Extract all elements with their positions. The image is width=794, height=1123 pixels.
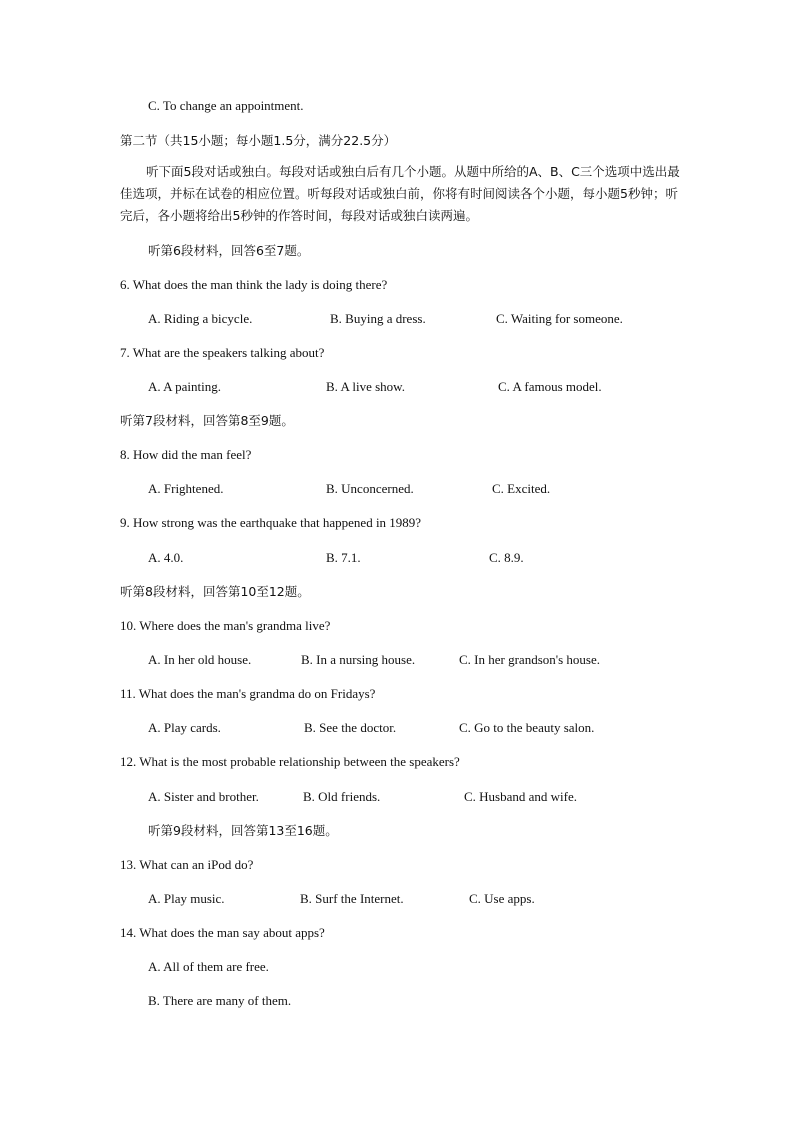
q6-option-b: B. Buying a dress.	[330, 311, 426, 326]
q10-option-b: B. In a nursing house.	[301, 652, 416, 667]
material-7-heading: 听第7段材料，回答第8至9题。	[120, 413, 294, 428]
q11-option-c: C. Go to the beauty salon.	[459, 720, 595, 735]
question-13: 13. What can an iPod do?	[120, 857, 254, 872]
q13-option-a: A. Play music.	[148, 891, 225, 906]
q12-option-b: B. Old friends.	[303, 789, 381, 804]
q11-option-a: A. Play cards.	[148, 720, 221, 735]
instructions: 听下面5段对话或独白。每段对话或独白后有几个小题。从题中所给的A、B、C三个选项中选出最佳选项，并标在试卷的相应位置。听每段对话或独白前，你将有时间阅读各个小题，每小题5秒钟；听完后，各小题将给出5秒钟的作答时间，每段对话或独白读两遍。	[120, 164, 680, 223]
q10-option-a: A. In her old house.	[148, 652, 252, 667]
q12-option-c: C. Husband and wife.	[464, 789, 578, 804]
q11-option-b: B. See the doctor.	[304, 720, 397, 735]
q14-option-b: B. There are many of them.	[148, 993, 292, 1008]
question-6: 6. What does the man think the lady is doing there?	[120, 277, 388, 292]
q9-option-c: C. 8.9.	[489, 550, 524, 565]
material-9-heading: 听第9段材料，回答第13至16题。	[148, 823, 338, 838]
question-8: 8. How did the man feel?	[120, 447, 252, 462]
question-12: 12. What is the most probable relationship between the speakers?	[120, 754, 460, 769]
q13-option-c: C. Use apps.	[469, 891, 535, 906]
q8-option-b: B. Unconcerned.	[326, 481, 414, 496]
q6-option-a: A. Riding a bicycle.	[148, 311, 253, 326]
material-6-heading: 听第6段材料，回答6至7题。	[148, 243, 310, 258]
question-9: 9. How strong was the earthquake that happened in 1989?	[120, 515, 422, 530]
question-10: 10. Where does the man's grandma live?	[120, 618, 331, 633]
q9-option-b: B. 7.1.	[326, 550, 361, 565]
section-heading: 第二节（共15小题；每小题1.5分，满分22.5分）	[120, 133, 397, 148]
q7-option-c: C. A famous model.	[498, 379, 602, 394]
option-c-prev: C. To change an appointment.	[148, 98, 304, 113]
q8-option-a: A. Frightened.	[148, 481, 224, 496]
q10-option-c: C. In her grandson's house.	[459, 652, 600, 667]
material-8-heading: 听第8段材料，回答第10至12题。	[120, 584, 310, 599]
q8-option-c: C. Excited.	[492, 481, 551, 496]
q13-option-b: B. Surf the Internet.	[300, 891, 404, 906]
q7-option-b: B. A live show.	[326, 379, 405, 394]
question-14: 14. What does the man say about apps?	[120, 925, 325, 940]
question-7: 7. What are the speakers talking about?	[120, 345, 325, 360]
question-11: 11. What does the man's grandma do on Fridays?	[120, 686, 376, 701]
q14-option-a: A. All of them are free.	[148, 959, 269, 974]
q9-option-a: A. 4.0.	[148, 550, 184, 565]
q7-option-a: A. A painting.	[148, 379, 221, 394]
q12-option-a: A. Sister and brother.	[148, 789, 259, 804]
q6-option-c: C. Waiting for someone.	[496, 311, 623, 326]
